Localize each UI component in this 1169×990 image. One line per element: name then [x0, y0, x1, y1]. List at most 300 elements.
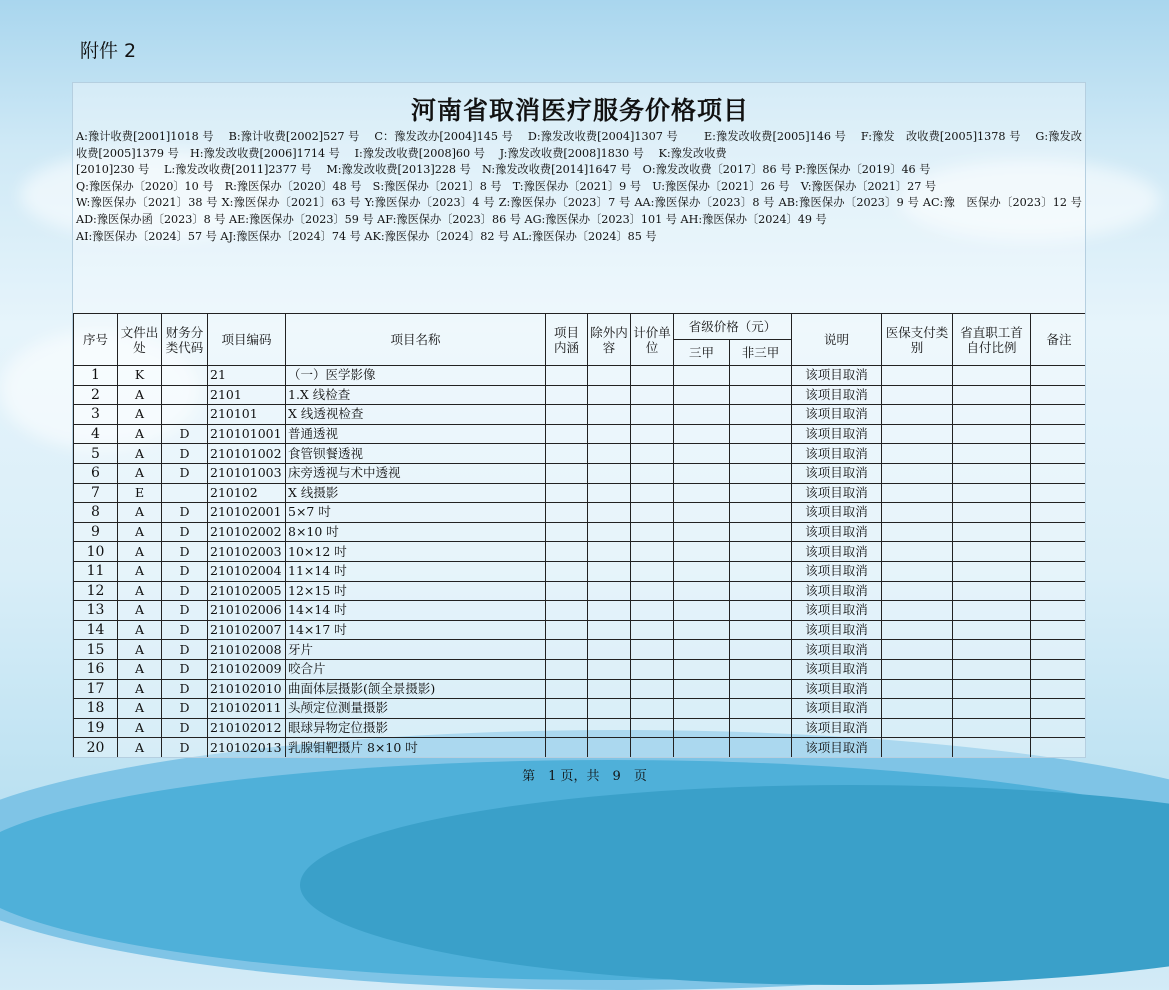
cell-tier3a [674, 385, 730, 405]
price-item-table [73, 313, 1086, 758]
header-non3a: 非三甲 [730, 340, 792, 366]
cell-insurance [882, 483, 953, 503]
cell-tier3a [674, 424, 730, 444]
table-row [74, 561, 1087, 581]
cell-exclusions [588, 581, 631, 601]
cell-item-name: 5×7 吋 [286, 503, 546, 523]
cell-fin-code: D [162, 699, 208, 719]
header-unit: 计价单位 [631, 314, 674, 366]
cell-item-code: 210102011 [208, 699, 286, 719]
cell-ratio [953, 522, 1031, 542]
cell-item-name: 曲面体层摄影(颌全景摄影) [286, 679, 546, 699]
cell-note: 该项目取消 [792, 561, 882, 581]
cell-item-code: 2101 [208, 385, 286, 405]
cell-item-code: 210102004 [208, 561, 286, 581]
cell-non3a [730, 659, 792, 679]
table-row [74, 699, 1087, 719]
table-row [74, 385, 1087, 405]
cell-connotation [546, 366, 588, 386]
cell-note: 该项目取消 [792, 483, 882, 503]
table-row [74, 366, 1087, 386]
cell-note: 该项目取消 [792, 738, 882, 758]
cell-remark [1031, 522, 1086, 542]
cell-insurance [882, 405, 953, 425]
cell-ratio [953, 561, 1031, 581]
cell-doc-source: A [118, 738, 162, 758]
reference-line: [2010]230 号 L:豫发改收费[2011]2377 号 M:豫发改收费[2013]228 号 N:豫发改收费[2014]1647 号 O:豫发改收费〔2017〕86 号 P:豫医保办〔2019〕46 号 [76, 163, 931, 177]
cell-exclusions [588, 640, 631, 660]
cell-seq: 2 [74, 385, 118, 405]
cell-remark [1031, 424, 1086, 444]
cell-remark [1031, 385, 1086, 405]
document-sheet [72, 82, 1086, 758]
cell-unit [631, 483, 674, 503]
cell-fin-code: D [162, 444, 208, 464]
cell-remark [1031, 405, 1086, 425]
cell-note: 该项目取消 [792, 718, 882, 738]
cell-ratio [953, 718, 1031, 738]
cell-tier3a [674, 463, 730, 483]
reference-line: W:豫医保办〔2021〕38 号 X:豫医保办〔2021〕63 号 Y:豫医保办〔2023〕4 号 Z:豫医保办〔2023〕7 号 AA:豫医保办〔2023〕8 号 AB:豫医保办〔2023〕9 号 AC:豫 医保办〔2023〕12 号 AD:豫医保办函〔2023〕8 号 AE:豫医保办〔2023〕59 号 AF:豫医保办〔2023〕86 号 AG:豫医保办〔2023〕101 号 AH:豫医保办〔2024〕49 号 [76, 196, 1082, 226]
cell-tier3a [674, 503, 730, 523]
cell-insurance [882, 699, 953, 719]
cell-item-name: 14×14 吋 [286, 601, 546, 621]
cell-fin-code: D [162, 503, 208, 523]
cell-unit [631, 699, 674, 719]
table-row [74, 601, 1087, 621]
cell-insurance [882, 444, 953, 464]
cell-fin-code: D [162, 738, 208, 758]
cell-doc-source: A [118, 620, 162, 640]
cell-seq: 9 [74, 522, 118, 542]
cell-ratio [953, 483, 1031, 503]
cell-non3a [730, 483, 792, 503]
cell-exclusions [588, 424, 631, 444]
cell-insurance [882, 718, 953, 738]
table-row [74, 659, 1087, 679]
cell-unit [631, 620, 674, 640]
cell-connotation [546, 699, 588, 719]
header-insurance: 医保支付类别 [882, 314, 953, 366]
cell-connotation [546, 385, 588, 405]
cell-item-name: 8×10 吋 [286, 522, 546, 542]
cell-unit [631, 561, 674, 581]
cell-item-code: 210102013 [208, 738, 286, 758]
cell-non3a [730, 405, 792, 425]
cell-remark [1031, 620, 1086, 640]
cell-exclusions [588, 699, 631, 719]
cell-item-code: 21 [208, 366, 286, 386]
document-title: 河南省取消医疗服务价格项目 [410, 96, 749, 125]
cell-note: 该项目取消 [792, 424, 882, 444]
cell-non3a [730, 503, 792, 523]
cell-ratio [953, 405, 1031, 425]
cell-doc-source: A [118, 640, 162, 660]
cell-insurance [882, 424, 953, 444]
cell-connotation [546, 581, 588, 601]
cell-tier3a [674, 405, 730, 425]
cell-fin-code [162, 385, 208, 405]
cell-item-name: 普通透视 [286, 424, 546, 444]
cell-insurance [882, 679, 953, 699]
cell-tier3a [674, 699, 730, 719]
cell-insurance [882, 463, 953, 483]
cell-ratio [953, 542, 1031, 562]
cell-item-name: X 线透视检查 [286, 405, 546, 425]
cell-item-code: 210101 [208, 405, 286, 425]
cell-unit [631, 659, 674, 679]
cell-unit [631, 424, 674, 444]
cell-tier3a [674, 561, 730, 581]
cell-non3a [730, 424, 792, 444]
cell-remark [1031, 699, 1086, 719]
cell-note: 该项目取消 [792, 366, 882, 386]
cell-note: 该项目取消 [792, 581, 882, 601]
table-row [74, 424, 1087, 444]
cell-insurance [882, 561, 953, 581]
table-row [74, 522, 1087, 542]
cell-exclusions [588, 601, 631, 621]
cell-non3a [730, 699, 792, 719]
cell-item-code: 210101001 [208, 424, 286, 444]
cell-unit [631, 581, 674, 601]
cell-remark [1031, 542, 1086, 562]
cell-insurance [882, 659, 953, 679]
cell-item-name: 10×12 吋 [286, 542, 546, 562]
cell-fin-code: D [162, 522, 208, 542]
cell-item-code: 210101003 [208, 463, 286, 483]
cell-remark [1031, 444, 1086, 464]
cell-exclusions [588, 561, 631, 581]
cell-ratio [953, 601, 1031, 621]
reference-line: AI:豫医保办〔2024〕57 号 AJ:豫医保办〔2024〕74 号 AK:豫医保办〔2024〕82 号 AL:豫医保办〔2024〕85 号 [76, 229, 657, 243]
cell-connotation [546, 640, 588, 660]
cell-seq: 17 [74, 679, 118, 699]
cell-non3a [730, 601, 792, 621]
table-row [74, 483, 1087, 503]
cell-tier3a [674, 366, 730, 386]
cell-fin-code: D [162, 463, 208, 483]
cell-note: 该项目取消 [792, 444, 882, 464]
cell-exclusions [588, 366, 631, 386]
cell-ratio [953, 463, 1031, 483]
cell-item-name: 食管钡餐透视 [286, 444, 546, 464]
cell-insurance [882, 620, 953, 640]
cell-item-name: 11×14 吋 [286, 561, 546, 581]
cell-note: 该项目取消 [792, 405, 882, 425]
cell-seq: 15 [74, 640, 118, 660]
cell-item-name: 14×17 吋 [286, 620, 546, 640]
cell-doc-source: K [118, 366, 162, 386]
cell-non3a [730, 718, 792, 738]
header-tier3a: 三甲 [674, 340, 730, 366]
cell-note: 该项目取消 [792, 463, 882, 483]
cell-non3a [730, 366, 792, 386]
cell-doc-source: A [118, 679, 162, 699]
cell-doc-source: A [118, 463, 162, 483]
cell-item-code: 210102005 [208, 581, 286, 601]
cell-fin-code: D [162, 561, 208, 581]
cell-exclusions [588, 483, 631, 503]
cell-doc-source: A [118, 699, 162, 719]
cell-fin-code: D [162, 601, 208, 621]
cell-unit [631, 542, 674, 562]
table-row [74, 463, 1087, 483]
cell-unit [631, 640, 674, 660]
cell-doc-source: A [118, 503, 162, 523]
header-item-name: 项目名称 [286, 314, 546, 366]
cell-unit [631, 601, 674, 621]
cell-connotation [546, 561, 588, 581]
cell-ratio [953, 659, 1031, 679]
cell-tier3a [674, 620, 730, 640]
cell-exclusions [588, 444, 631, 464]
cell-tier3a [674, 522, 730, 542]
cell-remark [1031, 601, 1086, 621]
cell-remark [1031, 679, 1086, 699]
cell-item-name: 头颅定位测量摄影 [286, 699, 546, 719]
cell-seq: 4 [74, 424, 118, 444]
cell-note: 该项目取消 [792, 385, 882, 405]
table-row [74, 620, 1087, 640]
cell-item-name: （一）医学影像 [286, 366, 546, 386]
cell-item-name: 牙片 [286, 640, 546, 660]
cell-insurance [882, 738, 953, 758]
cell-ratio [953, 620, 1031, 640]
cell-tier3a [674, 542, 730, 562]
cell-insurance [882, 601, 953, 621]
cell-exclusions [588, 522, 631, 542]
cell-exclusions [588, 718, 631, 738]
cell-connotation [546, 718, 588, 738]
cell-connotation [546, 522, 588, 542]
cell-doc-source: A [118, 522, 162, 542]
cell-seq: 18 [74, 699, 118, 719]
cell-connotation [546, 424, 588, 444]
cell-connotation [546, 659, 588, 679]
cell-item-code: 210102 [208, 483, 286, 503]
cell-tier3a [674, 679, 730, 699]
cell-non3a [730, 738, 792, 758]
header-note: 说明 [792, 314, 882, 366]
reference-line: A:豫计收费[2001]1018 号 B:豫计收费[2002]527 号 C：豫发改办[2004]145 号 D:豫发改收费[2004]1307 号 E:豫发改收费[2005]146 号 F:豫发 改收费[2005]1378 号 G:豫发改收费[2005]1379 号 H:豫发改收费[2006]1714 号 I:豫发改收费[2008]60 号 J:豫发改收费[2008]1830 号 K:豫发改收费 [76, 130, 1082, 160]
cell-exclusions [588, 463, 631, 483]
cell-insurance [882, 503, 953, 523]
cell-seq: 6 [74, 463, 118, 483]
cell-item-code: 210101002 [208, 444, 286, 464]
cell-note: 该项目取消 [792, 522, 882, 542]
cell-doc-source: A [118, 718, 162, 738]
cell-connotation [546, 483, 588, 503]
cell-ratio [953, 679, 1031, 699]
cell-note: 该项目取消 [792, 542, 882, 562]
cell-seq: 10 [74, 542, 118, 562]
cell-note: 该项目取消 [792, 640, 882, 660]
cell-ratio [953, 699, 1031, 719]
cell-ratio [953, 385, 1031, 405]
cell-non3a [730, 463, 792, 483]
cell-remark [1031, 581, 1086, 601]
cell-seq: 20 [74, 738, 118, 758]
cell-doc-source: A [118, 542, 162, 562]
cell-note: 该项目取消 [792, 659, 882, 679]
cell-item-code: 210102010 [208, 679, 286, 699]
cell-insurance [882, 640, 953, 660]
cell-note: 该项目取消 [792, 503, 882, 523]
reference-line: Q:豫医保办〔2020〕10 号 R:豫医保办〔2020〕48 号 S:豫医保办〔2021〕8 号 T:豫医保办〔2021〕9 号 U:豫医保办〔2021〕26 号 V:豫医保办〔2021〕27 号 [76, 179, 937, 193]
cell-tier3a [674, 640, 730, 660]
cell-ratio [953, 640, 1031, 660]
cell-connotation [546, 738, 588, 758]
cell-exclusions [588, 503, 631, 523]
table-row [74, 444, 1087, 464]
cell-fin-code [162, 483, 208, 503]
cell-unit [631, 522, 674, 542]
table-row [74, 679, 1087, 699]
cell-fin-code [162, 405, 208, 425]
cell-ratio [953, 581, 1031, 601]
cell-seq: 12 [74, 581, 118, 601]
cell-doc-source: A [118, 601, 162, 621]
cell-tier3a [674, 483, 730, 503]
cell-doc-source: E [118, 483, 162, 503]
cell-exclusions [588, 659, 631, 679]
header-doc-source: 文件出处 [118, 314, 162, 366]
cell-insurance [882, 385, 953, 405]
cell-connotation [546, 444, 588, 464]
cell-connotation [546, 601, 588, 621]
cell-non3a [730, 444, 792, 464]
cell-exclusions [588, 405, 631, 425]
cell-non3a [730, 561, 792, 581]
cell-unit [631, 738, 674, 758]
cell-ratio [953, 424, 1031, 444]
header-connotation: 项目内涵 [546, 314, 588, 366]
cell-insurance [882, 522, 953, 542]
cell-tier3a [674, 444, 730, 464]
cell-item-code: 210102001 [208, 503, 286, 523]
cell-unit [631, 405, 674, 425]
attachment-label: 附件 2 [80, 40, 137, 62]
table-row [74, 581, 1087, 601]
cell-remark [1031, 463, 1086, 483]
cell-remark [1031, 366, 1086, 386]
cell-fin-code: D [162, 581, 208, 601]
cell-exclusions [588, 542, 631, 562]
cell-exclusions [588, 738, 631, 758]
cell-remark [1031, 483, 1086, 503]
cell-non3a [730, 542, 792, 562]
header-item-code: 项目编码 [208, 314, 286, 366]
cell-unit [631, 463, 674, 483]
header-fin-code: 财务分类代码 [162, 314, 208, 366]
cell-item-name: 眼球异物定位摄影 [286, 718, 546, 738]
cell-item-code: 210102007 [208, 620, 286, 640]
cell-seq: 7 [74, 483, 118, 503]
cell-exclusions [588, 620, 631, 640]
cell-unit [631, 503, 674, 523]
cell-unit [631, 385, 674, 405]
cell-fin-code [162, 366, 208, 386]
header-seq: 序号 [74, 314, 118, 366]
cell-fin-code: D [162, 424, 208, 444]
cell-non3a [730, 385, 792, 405]
cell-doc-source: A [118, 581, 162, 601]
cell-non3a [730, 581, 792, 601]
cell-note: 该项目取消 [792, 620, 882, 640]
cell-doc-source: A [118, 444, 162, 464]
cell-insurance [882, 366, 953, 386]
cell-item-name: X 线摄影 [286, 483, 546, 503]
cell-seq: 11 [74, 561, 118, 581]
cell-remark [1031, 561, 1086, 581]
cell-fin-code: D [162, 659, 208, 679]
cell-fin-code: D [162, 620, 208, 640]
cell-tier3a [674, 718, 730, 738]
cell-item-code: 210102002 [208, 522, 286, 542]
cell-connotation [546, 679, 588, 699]
cell-item-name: 12×15 吋 [286, 581, 546, 601]
cell-non3a [730, 679, 792, 699]
cell-item-code: 210102006 [208, 601, 286, 621]
cell-remark [1031, 503, 1086, 523]
cell-insurance [882, 542, 953, 562]
cell-item-name: 咬合片 [286, 659, 546, 679]
cell-unit [631, 444, 674, 464]
cell-note: 该项目取消 [792, 699, 882, 719]
table-row [74, 718, 1087, 738]
cell-exclusions [588, 385, 631, 405]
cell-remark [1031, 659, 1086, 679]
table-row [74, 405, 1087, 425]
cell-tier3a [674, 738, 730, 758]
cell-connotation [546, 405, 588, 425]
cell-ratio [953, 738, 1031, 758]
cell-fin-code: D [162, 679, 208, 699]
cell-seq: 14 [74, 620, 118, 640]
cell-fin-code: D [162, 718, 208, 738]
page-footer: 第 1 页，共 9 页 [522, 769, 647, 784]
cell-item-name: 床旁透视与术中透视 [286, 463, 546, 483]
cell-item-code: 210102009 [208, 659, 286, 679]
cell-tier3a [674, 659, 730, 679]
cell-item-name: 乳腺钼靶摄片 8×10 吋 [286, 738, 546, 758]
cell-doc-source: A [118, 405, 162, 425]
cell-connotation [546, 463, 588, 483]
table-row [74, 542, 1087, 562]
header-ratio: 省直职工首自付比例 [953, 314, 1031, 366]
cell-non3a [730, 640, 792, 660]
reference-list [76, 129, 1082, 245]
cell-insurance [882, 581, 953, 601]
cell-seq: 1 [74, 366, 118, 386]
cell-seq: 5 [74, 444, 118, 464]
header-price-group: 省级价格（元） [674, 314, 792, 340]
cell-seq: 3 [74, 405, 118, 425]
cell-remark [1031, 718, 1086, 738]
cell-doc-source: A [118, 385, 162, 405]
cell-seq: 16 [74, 659, 118, 679]
table-row [74, 640, 1087, 660]
cell-unit [631, 366, 674, 386]
header-exclusions: 除外内容 [588, 314, 631, 366]
cell-remark [1031, 640, 1086, 660]
cell-doc-source: A [118, 424, 162, 444]
cell-remark [1031, 738, 1086, 758]
cell-unit [631, 679, 674, 699]
cell-note: 该项目取消 [792, 679, 882, 699]
cell-tier3a [674, 601, 730, 621]
